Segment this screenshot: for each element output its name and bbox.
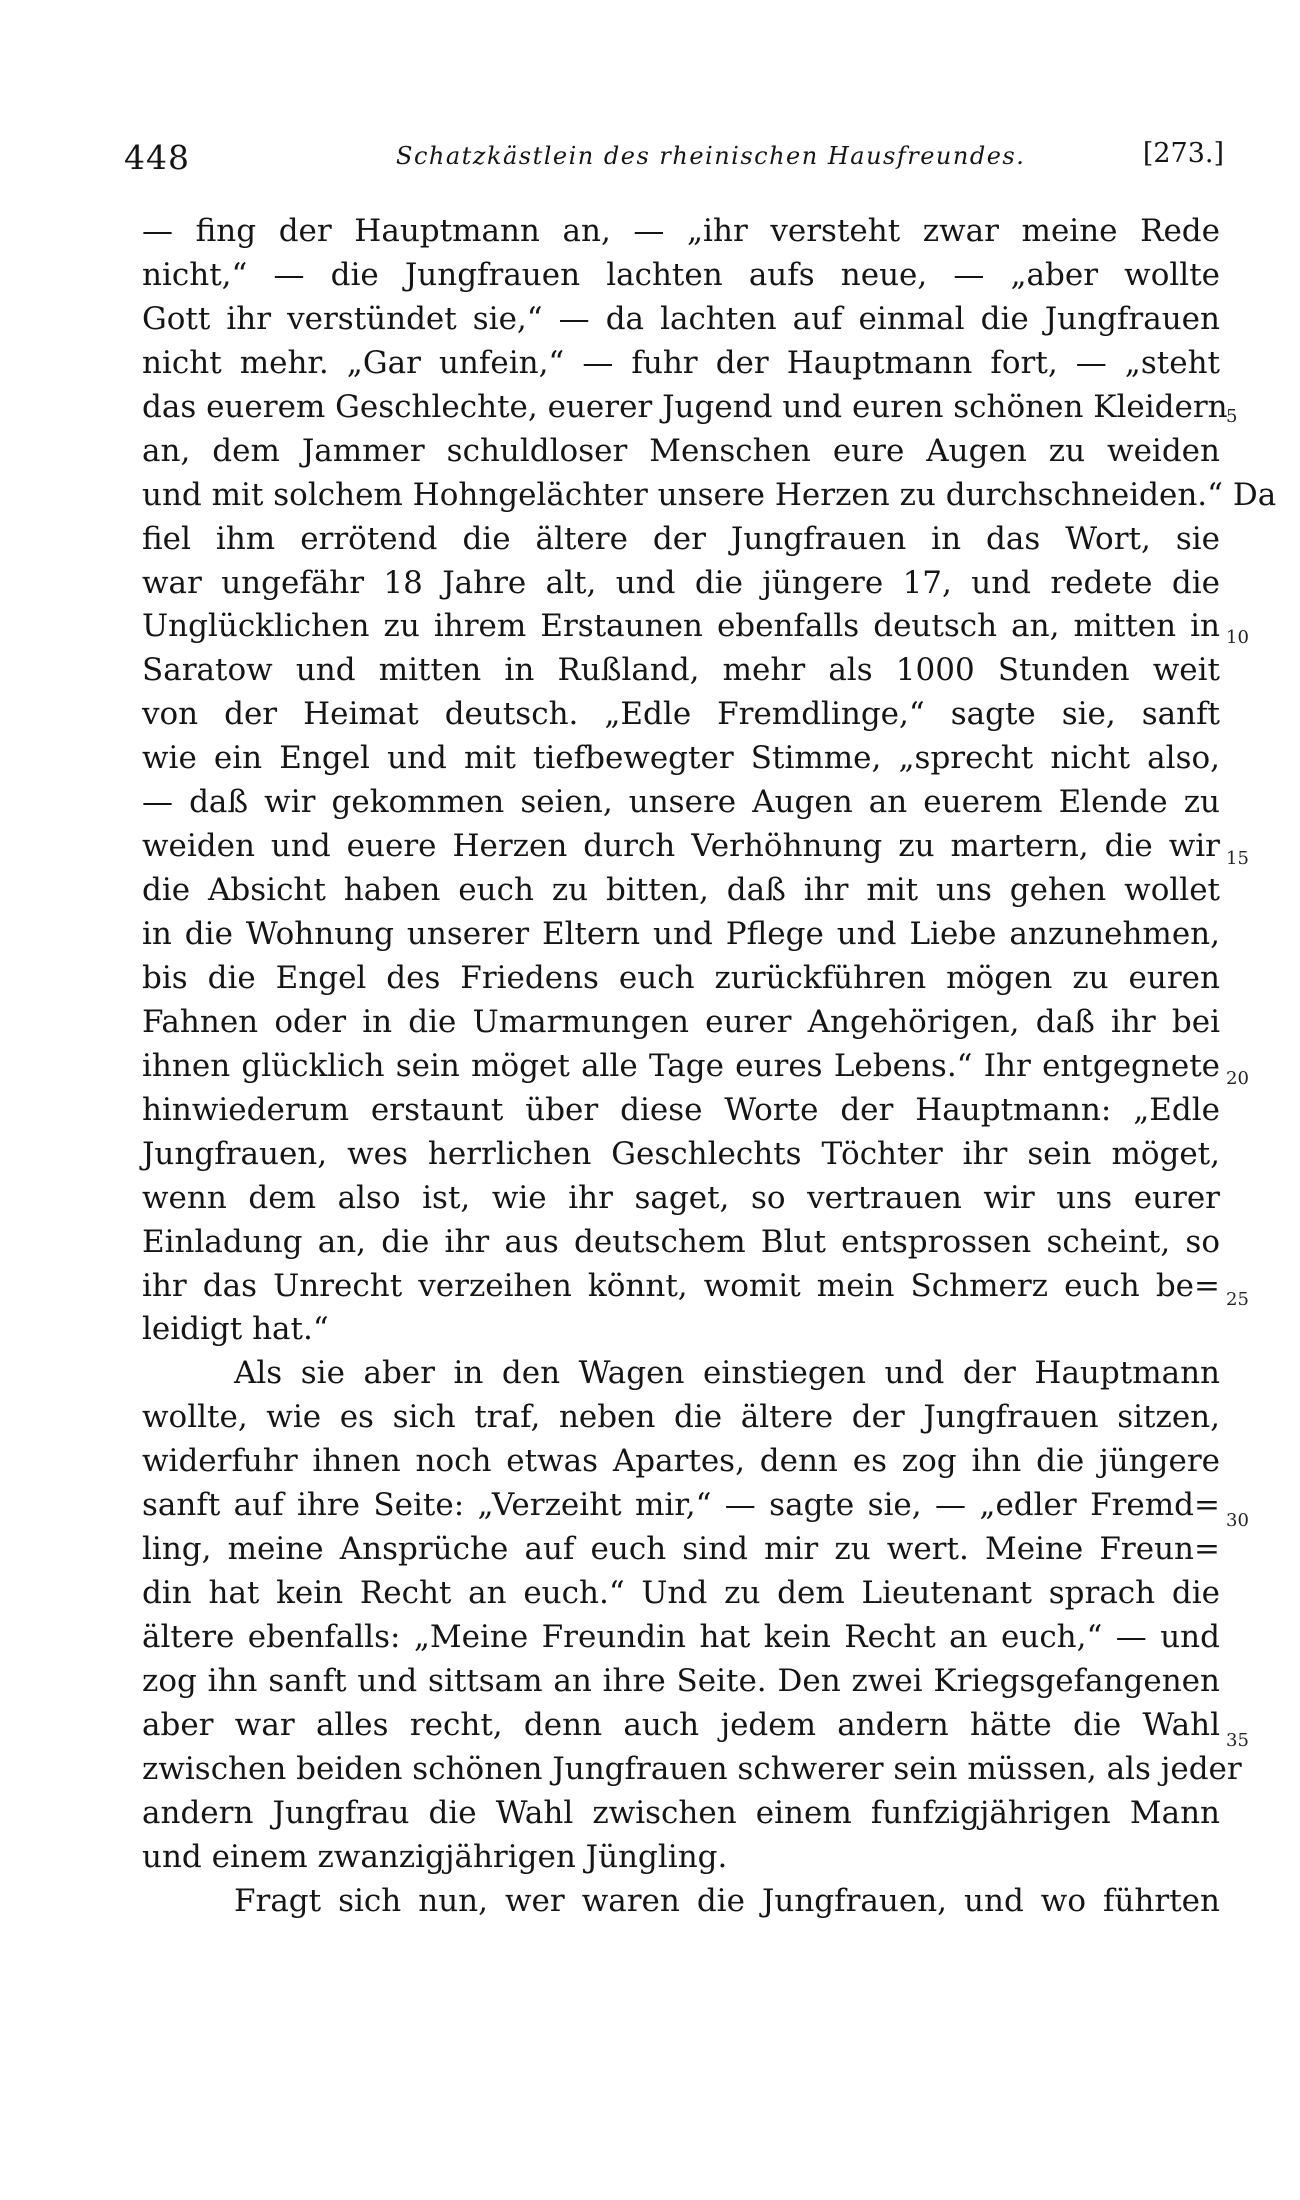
text-line: das euerem Geschlechte, euerer Jugend und euren schönen Kleidern [142,388,1228,425]
text-line: Jungfrauen, wes herrlichen Geschlechts Töchter ihr sein möget, [142,1135,1220,1172]
text-line: leidigt hat.“ [142,1311,329,1348]
text-line: zwischen beiden schönen Jungfrauen schwerer sein müssen, als jeder [142,1750,1242,1787]
text-line: war ungefähr 18 Jahre alt, und die jüngere 17, und redete die [142,564,1220,601]
margin-line-number: 10 [1226,627,1249,648]
text-line: und einem zwanzigjährigen Jüngling. [142,1838,728,1875]
text-line: Als sie aber in den Wagen einstiegen und der Hauptmann [234,1355,1220,1392]
text-line: fiel ihm errötend die ältere der Jungfrauen in das Wort, sie [142,520,1220,557]
text-line: ling, meine Ansprüche auf euch sind mir zu wert. Meine Freun= [142,1531,1220,1568]
text-line: wollte, wie es sich traf, neben die ältere der Jungfrauen sitzen, [142,1399,1220,1436]
text-line: hinwiederum erstaunt über diese Worte der Hauptmann: „Edle [142,1091,1220,1128]
text-line: wie ein Engel und mit tiefbewegter Stimme, „sprecht nicht also, [142,740,1220,777]
text-line: in die Wohnung unserer Eltern und Pflege und Liebe anzunehmen, [142,916,1220,952]
margin-line-number: 30 [1226,1510,1249,1531]
margin-line-number: 25 [1226,1289,1249,1310]
text-line: wenn dem also ist, wie ihr saget, so vertrauen wir uns eurer [142,1179,1220,1216]
margin-line-number: 20 [1226,1068,1249,1089]
text-line: Einladung an, die ihr aus deutschem Blut entsprossen scheint, so [142,1223,1220,1260]
margin-line-number: 15 [1226,848,1249,869]
text-line: von der Heimat deutsch. „Edle Fremdlinge,“ sagte sie, sanft [142,696,1220,733]
section-signature: [273.] [1142,138,1224,169]
page-number: 448 [124,138,190,177]
text-line: Fragt sich nun, wer waren die Jungfrauen, und wo führten [234,1882,1220,1919]
text-line: sanft auf ihre Seite: „Verzeiht mir,“ — sagte sie, — „edler Fremd= [142,1487,1220,1524]
text-line: bis die Engel des Friedens euch zurückführen mögen zu euren [142,959,1220,996]
text-line: nicht mehr. „Gar unfein,“ — fuhr der Hauptmann fort, — „steht [142,344,1220,381]
margin-line-number: 5 [1226,406,1238,427]
text-line: Unglücklichen zu ihrem Erstaunen ebenfalls deutsch an, mitten in [142,608,1220,645]
text-line: nicht,“ — die Jungfrauen lachten aufs neue, — „aber wollte [142,256,1220,293]
text-line: und mit solchem Hohngelächter unsere Herzen zu durchschneiden.“ Da [142,476,1277,513]
text-line: an, dem Jammer schuldloser Menschen eure Augen zu weiden [142,432,1220,469]
page-header [124,138,1224,188]
text-line: Saratow und mitten in Rußland, mehr als 1000 Stunden weit [142,652,1220,689]
text-line: weiden und euere Herzen durch Verhöhnung zu martern, die wir [142,828,1220,865]
running-head: Schatzkästlein des rheinischen Hausfreundes. [396,142,1026,170]
text-line: Fahnen oder in die Umarmungen eurer Angehörigen, daß ihr bei [142,1003,1220,1040]
text-line: ihnen glücklich sein möget alle Tage eures Lebens.“ Ihr entgegnete [142,1047,1220,1084]
text-line: — daß wir gekommen seien, unsere Augen an euerem Elende zu [142,784,1220,821]
text-line: ältere ebenfalls: „Meine Freundin hat kein Recht an euch,“ — und [142,1619,1220,1655]
text-line: aber war alles recht, denn auch jedem andern hätte die Wahl [142,1706,1220,1743]
text-line: Gott ihr verstündet sie,“ — da lachten auf einmal die Jungfrauen [142,300,1220,337]
text-line: din hat kein Recht an euch.“ Und zu dem Lieutenant sprach die [142,1575,1220,1612]
text-line: ihr das Unrecht verzeihen könnt, womit mein Schmerz euch be= [142,1267,1220,1304]
text-line: zog ihn sanft und sittsam an ihre Seite. Den zwei Kriegsgefangenen [142,1662,1220,1699]
text-line: widerfuhr ihnen noch etwas Apartes, denn es zog ihn die jüngere [142,1443,1220,1480]
text-line: die Absicht haben euch zu bitten, daß ihr mit uns gehen wollet [142,872,1220,909]
margin-line-number: 35 [1226,1730,1249,1751]
text-line: andern Jungfrau die Wahl zwischen einem funfzigjährigen Mann [142,1794,1220,1831]
text-line: — fing der Hauptmann an, — „ihr versteht zwar meine Rede [142,213,1220,249]
